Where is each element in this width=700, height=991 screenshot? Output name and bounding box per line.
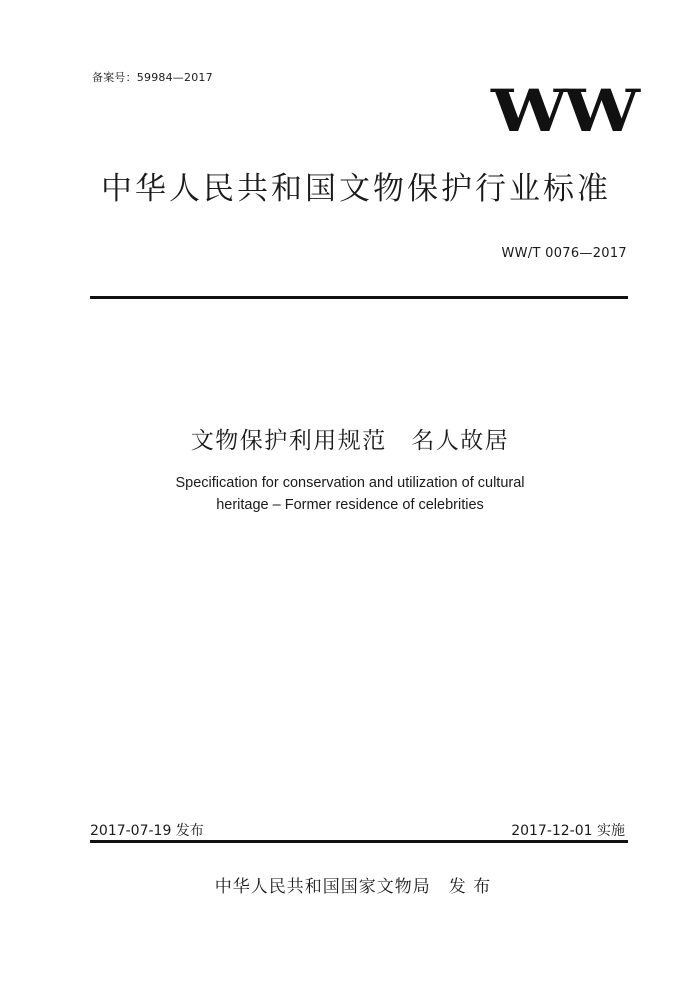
document-title-en (0, 472, 700, 516)
filing-number: 备案号：59984—2017 (92, 71, 213, 84)
top-divider (90, 296, 628, 299)
standard-number: WW/T 0076—2017 (501, 246, 627, 261)
org-title: 中华人民共和国文物保护行业标准 (101, 171, 611, 207)
bottom-divider (90, 840, 628, 843)
document-title-zh: 文物保护利用规范 名人故居 (190, 428, 510, 454)
document-title-en-line1: Specification for conservation and utilization of cultural (175, 475, 525, 491)
document-title-en-line2: heritage – Former residence of celebrities (216, 497, 484, 513)
ww-logo: WW (490, 77, 635, 145)
issue-date: 2017-07-19 发布 (90, 823, 204, 839)
effective-date: 2017-12-01 实施 (511, 823, 625, 839)
publisher: 中华人民共和国国家文物局 发 布 (214, 877, 492, 897)
